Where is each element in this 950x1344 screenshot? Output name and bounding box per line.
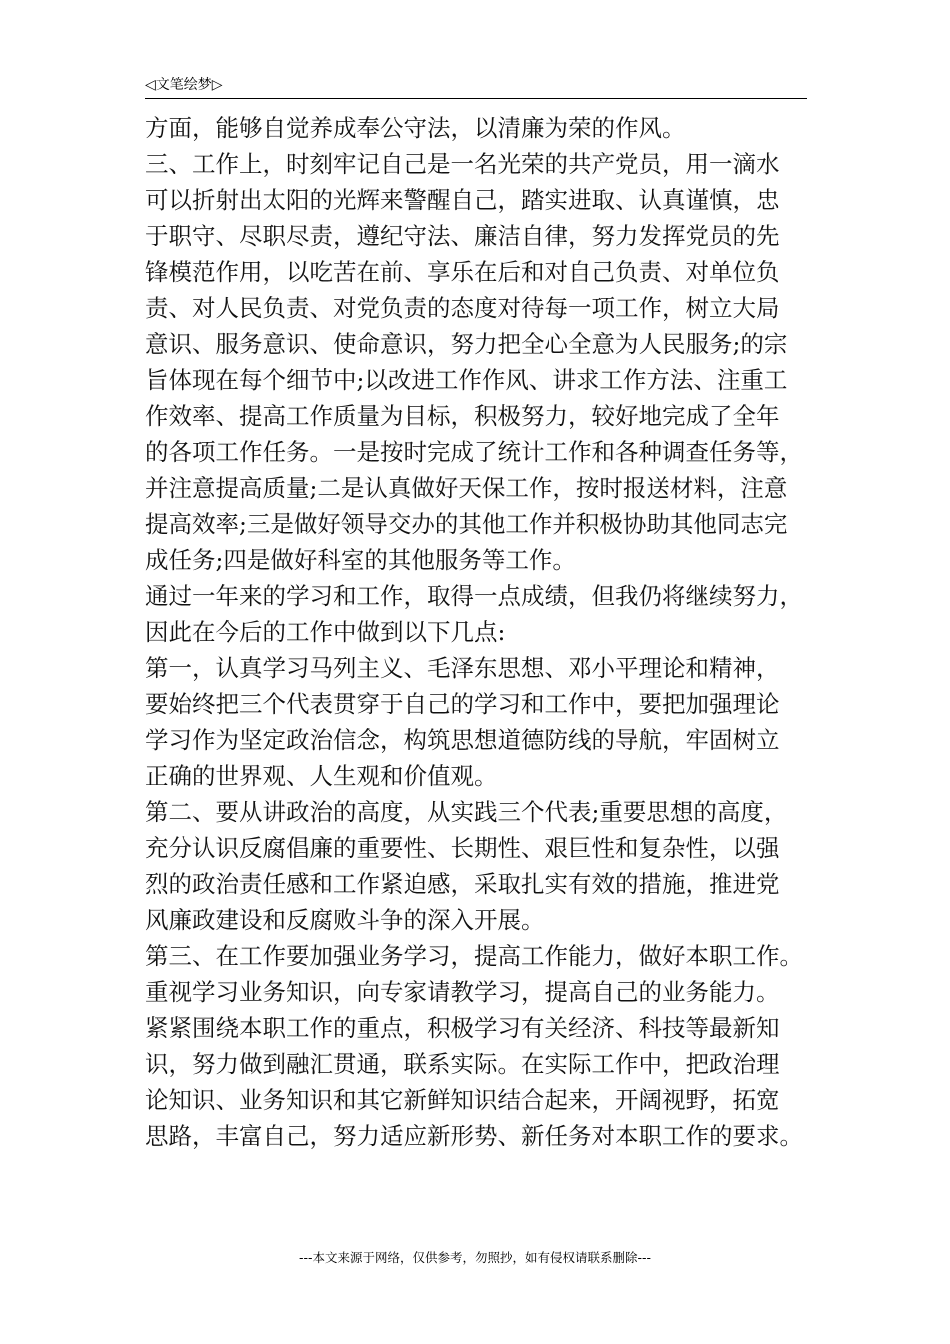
text-line: 紧紧围绕本职工作的重点，积极学习有关经济、科技等最新知 [145,1014,780,1042]
text-line: 提高效率;三是做好领导交办的其他工作并积极协助其他同志完 [145,510,788,538]
text-line: 于职守、尽职尽责，遵纪守法、廉洁自律，努力发挥党员的先 [145,222,780,250]
text-line: 因此在今后的工作中做到以下几点: [145,618,506,646]
text-line: 责、对人民负责、对党负责的态度对待每一项工作，树立大局 [145,294,780,322]
text-line: 风廉政建设和反腐败斗争的深入开展。 [145,906,545,934]
text-line: 成任务;四是做好科室的其他服务等工作。 [145,546,576,574]
page-header [145,74,807,99]
header-title: ◁文笔绘梦▷ [145,77,223,93]
text-line: 要始终把三个代表贯穿于自己的学习和工作中，要把加强理论 [145,690,780,718]
text-line: 第一，认真学习马列主义、毛泽东思想、邓小平理论和精神， [145,654,780,682]
document-body [145,110,807,1154]
text-line: 思路，丰富自己，努力适应新形势、新任务对本职工作的要求。 [145,1122,803,1150]
text-line: 的各项工作任务。一是按时完成了统计工作和各种调查任务等， [145,438,803,466]
text-line: 通过一年来的学习和工作，取得一点成绩，但我仍将继续努力， [145,582,803,610]
text-line: 第三、在工作要加强业务学习，提高工作能力，做好本职工作。 [145,942,803,970]
text-line: 方面，能够自觉养成奉公守法，以清廉为荣的作风。 [145,114,686,142]
text-line: 三、工作上，时刻牢记自己是一名光荣的共产党员，用一滴水 [145,150,780,178]
text-line: 学习作为坚定政治信念，构筑思想道德防线的导航，牢固树立 [145,726,780,754]
text-line: 论知识、业务知识和其它新鲜知识结合起来，开阔视野，拓宽 [145,1086,780,1114]
text-line: 并注意提高质量;二是认真做好天保工作，按时报送材料，注意 [145,474,788,502]
text-line: 作效率、提高工作质量为目标，积极努力，较好地完成了全年 [145,402,780,430]
text-line: 烈的政治责任感和工作紧迫感，采取扎实有效的措施，推进党 [145,870,780,898]
text-line: 识，努力做到融汇贯通，联系实际。在实际工作中，把政治理 [145,1050,780,1078]
text-line: 重视学习业务知识，向专家请教学习，提高自己的业务能力。 [145,978,780,1006]
text-line: 充分认识反腐倡廉的重要性、长期性、艰巨性和复杂性，以强 [145,834,780,862]
text-line: 意识、服务意识、使命意识，努力把全心全意为人民服务;的宗 [145,330,788,358]
text-line: 可以折射出太阳的光辉来警醒自己，踏实进取、认真谨慎，忠 [145,186,780,214]
text-line: 旨体现在每个细节中;以改进工作作风、讲求工作方法、注重工 [145,366,788,394]
text-line: 锋模范作用，以吃苦在前、享乐在后和对自己负责、对单位负 [145,258,780,286]
text-line: 正确的世界观、人生观和价值观。 [145,762,498,790]
text-line: 第二、要从讲政治的高度，从实践三个代表;重要思想的高度， [145,798,788,826]
page-footer: ---本文来源于网络，仅供参考，勿照抄，如有侵权请联系删除--- [298,1250,652,1265]
